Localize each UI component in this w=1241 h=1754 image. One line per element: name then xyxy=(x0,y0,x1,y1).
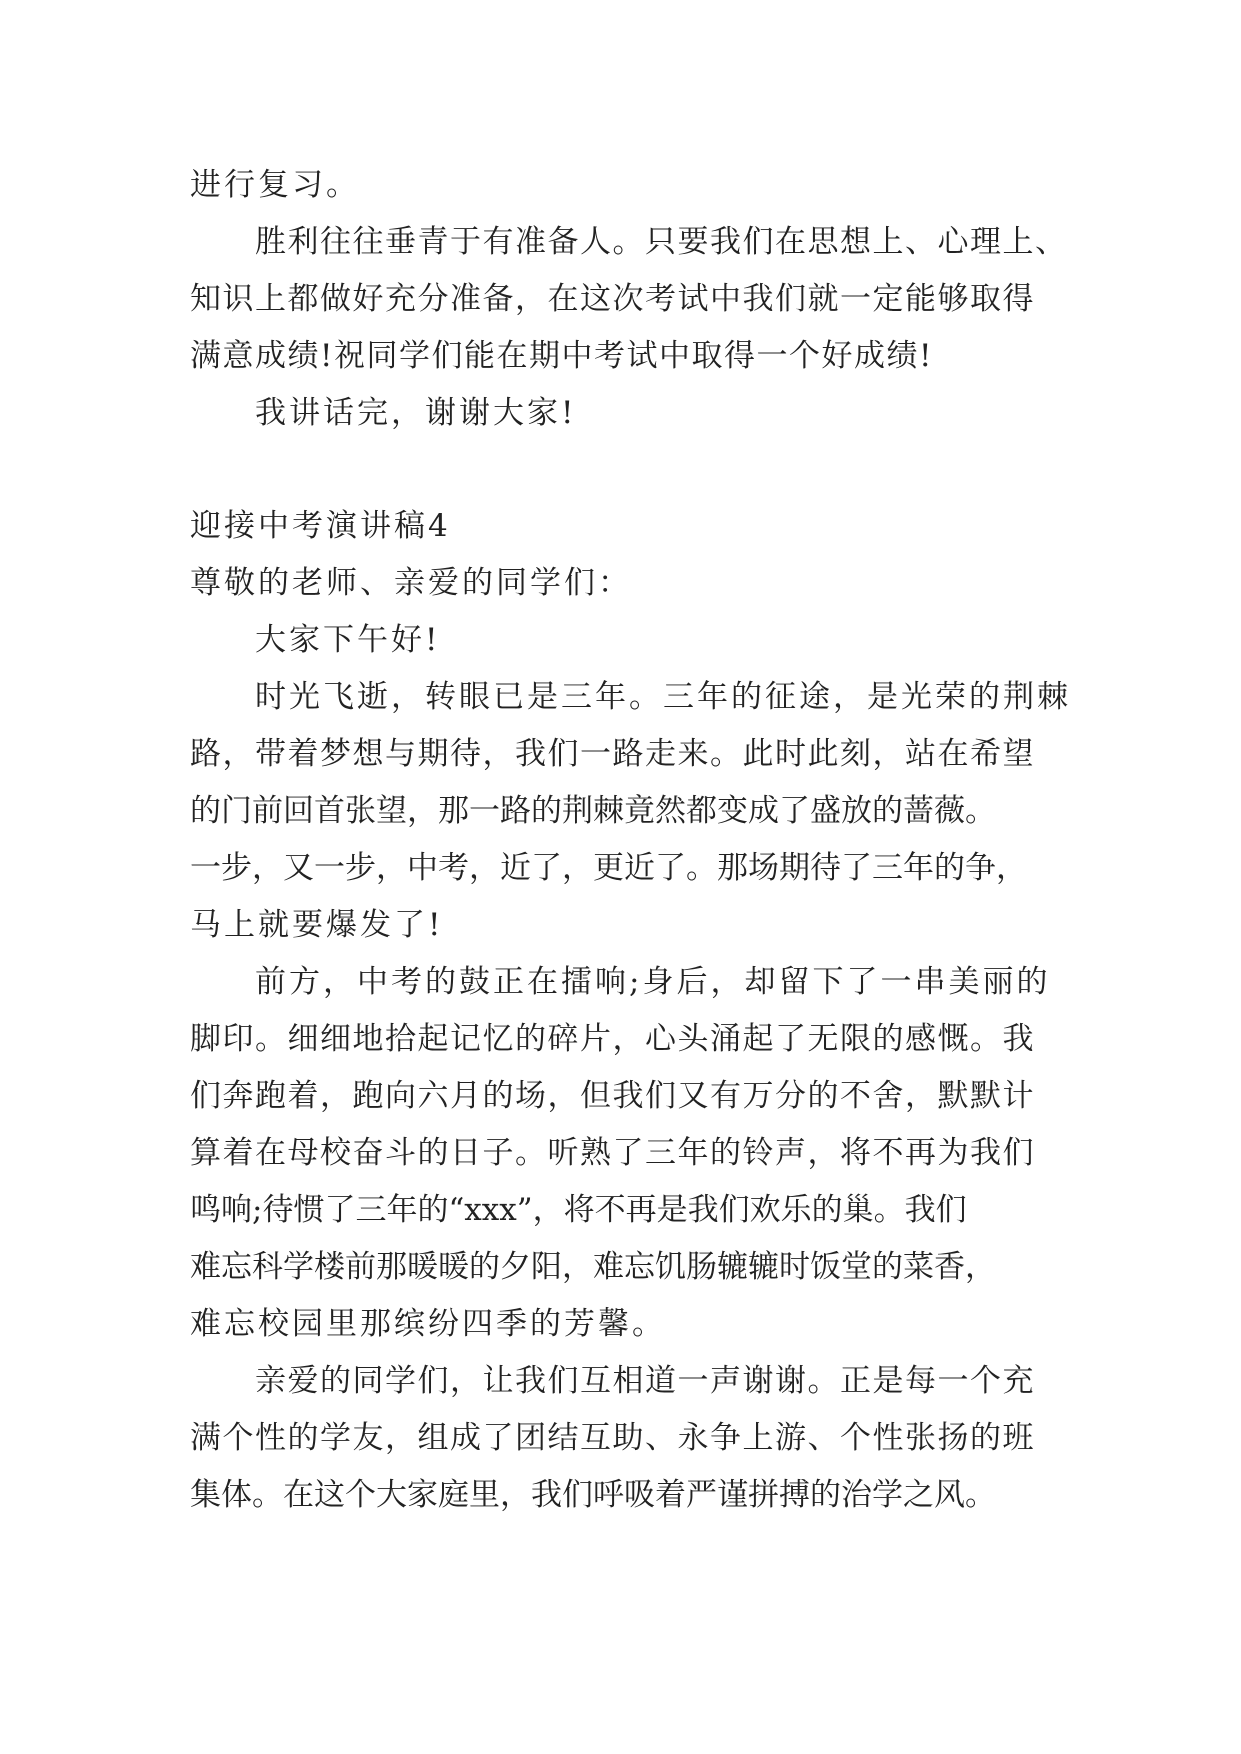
text-line: 前方，中考的鼓正在擂响;身后，却留下了一串美丽的 xyxy=(255,964,1051,1000)
text-line: 满意成绩!祝同学们能在期中考试中取得一个好成绩! xyxy=(190,338,933,374)
text-line: 知识上都做好充分准备，在这次考试中我们就一定能够取得 xyxy=(190,281,1035,317)
greeting: 大家下午好! xyxy=(255,622,441,658)
salutation: 尊敬的老师、亲爱的同学们： xyxy=(190,565,632,601)
text-line: 路，带着梦想与期待，我们一路走来。此时此刻，站在希望 xyxy=(190,736,1035,772)
text-line: 集体。在这个大家庭里，我们呼吸着严谨拼搏的治学之风。 xyxy=(190,1477,996,1513)
text-line: 脚印。细细地拾起记忆的碎片，心头涌起了无限的感慨。我 xyxy=(190,1021,1035,1057)
text-line: 鸣响;待惯了三年的“xxx”，将不再是我们欢乐的巢。我们 xyxy=(190,1192,967,1228)
text-line: 亲爱的同学们，让我们互相道一声谢谢。正是每一个充 xyxy=(255,1363,1035,1399)
text-line: 的门前回首张望，那一路的荆棘竟然都变成了盛放的蔷薇。 xyxy=(190,793,996,829)
text-line: 我讲话完，谢谢大家! xyxy=(255,395,577,431)
text-line: 难忘科学楼前那暖暖的夕阳，难忘饥肠辘辘时饭堂的菜香， xyxy=(190,1249,996,1285)
text-line: 们奔跑着，跑向六月的场，但我们又有万分的不舍，默默计 xyxy=(190,1078,1035,1114)
text-line: 满个性的学友，组成了团结互助、永争上游、个性张扬的班 xyxy=(190,1420,1035,1456)
text-line: 难忘校园里那缤纷四季的芳馨。 xyxy=(190,1306,666,1342)
text-line: 算着在母校奋斗的日子。听熟了三年的铃声，将不再为我们 xyxy=(190,1135,1035,1171)
section-title: 迎接中考演讲稿4 xyxy=(190,508,451,544)
text-line: 进行复习。 xyxy=(190,167,360,203)
text-line: 马上就要爆发了! xyxy=(190,907,444,943)
text-line: 一步，又一步，中考，近了，更近了。那场期待了三年的争， xyxy=(190,850,1027,886)
text-line: 时光飞逝，转眼已是三年。三年的征途，是光荣的荆棘 xyxy=(255,679,1071,715)
text-line: 胜利往往垂青于有准备人。只要我们在思想上、心理上、 xyxy=(255,224,1068,260)
